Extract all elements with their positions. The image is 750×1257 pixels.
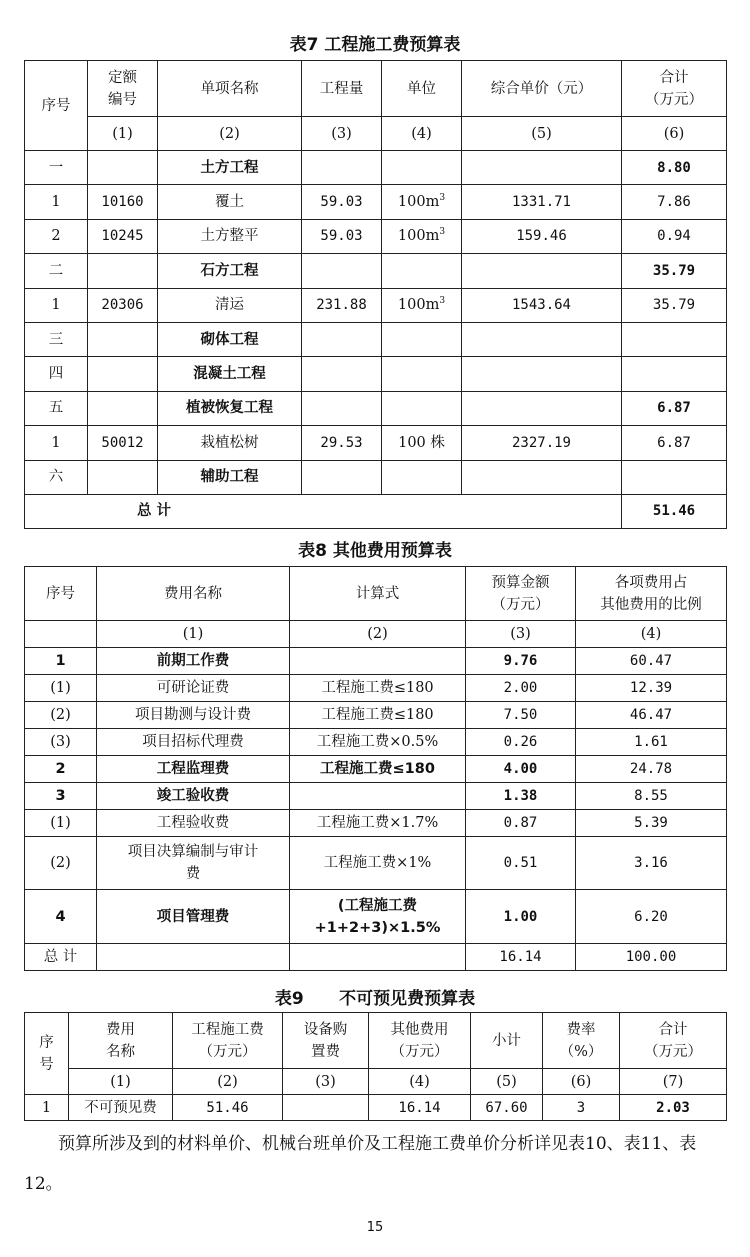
t9-other: 16.14 (369, 1095, 471, 1121)
t7-price (462, 391, 622, 425)
t8-formula-text: 工程施工费×0.5% (316, 734, 439, 750)
t9-header-equipment: 设备购 置费 (283, 1013, 369, 1069)
t7-unit (382, 391, 462, 425)
t7-name-text: 植被恢复工程 (186, 400, 273, 417)
t8-amount (466, 648, 576, 675)
t9-header-construction: 工程施工费 （万元） (173, 1013, 283, 1069)
t8-seq (25, 675, 97, 702)
t7-total-text: 0.94 (657, 228, 691, 245)
t8-amount (466, 890, 576, 944)
t8-colnum: (1) (97, 621, 290, 648)
table-row (25, 729, 727, 756)
t7-name (158, 322, 302, 356)
t7-name (158, 254, 302, 288)
t7-seq-text: 四 (48, 366, 64, 383)
t7-unit (382, 426, 462, 460)
t8-name-text: 工程监理费 (156, 761, 230, 777)
t7-total-value: 51.46 (622, 494, 727, 528)
t8-amount-text: 9.76 (503, 653, 538, 669)
t7-unit (382, 185, 462, 219)
t8-seq (25, 729, 97, 756)
t8-name (97, 783, 290, 810)
t8-seq-text: (3) (50, 734, 71, 750)
t7-code (88, 391, 158, 425)
table-row (25, 254, 727, 288)
t7-price (462, 460, 622, 494)
t8-header-ratio: 各项费用占 其他费用的比例 (576, 567, 727, 621)
t8-name (97, 729, 290, 756)
body-paragraph: 预算所涉及到的材料单价、机械台班单价及工程施工费单价分析详见表10、表11、表12。 (24, 1134, 697, 1194)
t7-seq-text: 五 (48, 400, 64, 417)
t7-total (622, 460, 727, 494)
table-row (25, 756, 727, 783)
t7-unit (382, 151, 462, 185)
t7-total (622, 185, 727, 219)
t8-amount-text: 2.00 (503, 680, 538, 696)
t7-name-text: 栽植松树 (200, 434, 259, 451)
t7-seq (25, 254, 88, 288)
t8-name-text: 前期工作费 (156, 653, 230, 669)
t8-amount (466, 702, 576, 729)
t7-qty (302, 151, 382, 185)
t7-seq-text: 二 (48, 262, 64, 279)
t8-name-text: 工程验收费 (156, 815, 230, 831)
t7-price-text: 1543.64 (511, 297, 571, 314)
t8-body (25, 648, 727, 944)
t7-unit-text: $100m^3$ (397, 227, 446, 245)
t7-name (158, 151, 302, 185)
t7-total (622, 288, 727, 322)
t8-name-text: 竣工验收费 (156, 788, 230, 804)
t7-qty (302, 426, 382, 460)
t8-header-seq: 序号 (25, 567, 97, 621)
t8-formula-text: 工程施工费×1.7% (316, 815, 439, 831)
t7-total-text: 35.79 (652, 262, 696, 279)
t8-formula-text: 工程施工费≤180 (321, 680, 434, 696)
t7-seq-text: 三 (48, 331, 64, 348)
t7-name-text: 砌体工程 (200, 331, 259, 348)
t9-colnum: (1) (69, 1069, 173, 1095)
t7-unit (382, 322, 462, 356)
t7-seq-text: 2 (51, 228, 61, 245)
t7-code (88, 357, 158, 391)
t9-data-row (25, 1095, 727, 1121)
t8-seq (25, 837, 97, 890)
t9-header-total: 合计 （万元） (620, 1013, 727, 1069)
t8-name-text: 项目管理费 (156, 908, 230, 925)
t7-price (462, 151, 622, 185)
t7-price (462, 185, 622, 219)
table-row (25, 675, 727, 702)
t8-amount-text: 0.87 (503, 815, 538, 831)
t7-code (88, 460, 158, 494)
table-row (25, 648, 727, 675)
t8-formula (290, 783, 466, 810)
t8-header-amount: 预算金额 （万元） (466, 567, 576, 621)
t7-code-text: 10160 (101, 194, 144, 211)
t7-qty-text: 59.03 (320, 194, 363, 211)
t8-ratio (576, 837, 727, 890)
t9-name: 不可预见费 (69, 1095, 173, 1121)
t7-name-text: 土方整平 (200, 228, 259, 245)
t7-code (88, 151, 158, 185)
t8-total-ratio: 100.00 (576, 944, 727, 971)
t8-seq (25, 810, 97, 837)
t7-seq-text: 六 (48, 469, 64, 486)
t8-seq-text: (2) (50, 707, 71, 723)
table-row (25, 288, 727, 322)
t7-qty (302, 322, 382, 356)
t7-code-text: 50012 (101, 434, 144, 451)
t7-qty-text: 29.53 (320, 434, 363, 451)
t7-total (622, 254, 727, 288)
t8-formula-text: 工程施工费≤180 (321, 707, 434, 723)
t7-name-text: 混凝土工程 (193, 366, 266, 383)
t7-unit (382, 460, 462, 494)
t8-formula-text: 工程施工费×1% (323, 855, 432, 871)
table8 (24, 566, 727, 971)
t8-total-label: 总 计 (25, 944, 97, 971)
t9-header-other: 其他费用 （万元） (369, 1013, 471, 1069)
t8-amount-text: 4.00 (503, 761, 538, 777)
t8-name-text: 可研论证费 (156, 680, 230, 696)
t7-price (462, 288, 622, 322)
t7-name-text: 石方工程 (200, 262, 259, 279)
table-row (25, 391, 727, 425)
t8-ratio (576, 756, 727, 783)
t8-formula-text: 工程施工费≤180 (320, 761, 435, 777)
t7-price-text: 159.46 (516, 228, 567, 245)
t7-qty (302, 288, 382, 322)
t7-header-unit: 单位 (382, 61, 462, 117)
t7-unit (382, 219, 462, 253)
table9-title: 表9 不可预见费预算表 (274, 989, 476, 1009)
t7-unit-text: 100 株 (398, 434, 445, 451)
t8-name (97, 675, 290, 702)
t7-colnum: (6) (622, 117, 727, 151)
t8-ratio (576, 702, 727, 729)
t7-unit (382, 254, 462, 288)
t7-name (158, 391, 302, 425)
t9-header-seq: 序 号 (25, 1013, 69, 1095)
t9-colnum: (2) (173, 1069, 283, 1095)
t8-seq-text: 4 (55, 908, 66, 925)
table-row (25, 151, 727, 185)
t7-qty (302, 254, 382, 288)
t8-formula (290, 702, 466, 729)
t7-total (622, 357, 727, 391)
t8-ratio (576, 729, 727, 756)
t7-seq (25, 185, 88, 219)
t8-ratio (576, 648, 727, 675)
t7-seq (25, 219, 88, 253)
t7-code (88, 185, 158, 219)
t8-ratio (576, 810, 727, 837)
t8-amount (466, 675, 576, 702)
t8-seq-text: (1) (50, 680, 71, 696)
t7-seq-text: 一 (48, 159, 64, 176)
t7-unit (382, 288, 462, 322)
t9-header-name: 费用 名称 (69, 1013, 173, 1069)
t8-name (97, 837, 290, 890)
t8-amount-text: 0.26 (503, 734, 538, 750)
t8-colnum: (2) (290, 621, 466, 648)
t8-ratio (576, 783, 727, 810)
t8-amount-text: 7.50 (503, 707, 538, 723)
t8-seq-text: 1 (55, 653, 66, 669)
t8-name (97, 756, 290, 783)
t8-total-blank (97, 944, 290, 971)
table-row (25, 357, 727, 391)
t7-seq-text: 1 (51, 434, 61, 451)
t7-colnum: (1) (88, 117, 158, 151)
t7-code-text: 10245 (101, 228, 144, 245)
t7-qty (302, 185, 382, 219)
t8-formula (290, 756, 466, 783)
t7-header-total: 合计 （万元） (622, 61, 727, 117)
t7-seq (25, 357, 88, 391)
t7-name-text: 覆土 (215, 194, 244, 211)
t8-amount-text: 1.38 (503, 788, 538, 804)
t7-seq-text: 1 (51, 194, 61, 211)
t8-ratio (576, 890, 727, 944)
t8-seq-text: 2 (55, 761, 66, 777)
t8-ratio-text: 6.20 (634, 908, 668, 925)
t8-amount (466, 810, 576, 837)
t8-seq-text: (2) (50, 855, 71, 871)
t8-seq-text: 3 (55, 788, 66, 804)
t7-body (25, 151, 727, 495)
table-row (25, 219, 727, 253)
t7-price (462, 426, 622, 460)
t8-seq-text: (1) (50, 815, 71, 831)
t9-colnum: (6) (543, 1069, 620, 1095)
table-row (25, 890, 727, 944)
table-row (25, 322, 727, 356)
t7-colnum: (5) (462, 117, 622, 151)
t8-header-formula: 计算式 (290, 567, 466, 621)
t7-name (158, 426, 302, 460)
t8-seq (25, 756, 97, 783)
t7-header-name: 单项名称 (158, 61, 302, 117)
t7-header-price: 综合单价（元） (462, 61, 622, 117)
t7-qty (302, 391, 382, 425)
t8-formula (290, 675, 466, 702)
t8-total-blank (290, 944, 466, 971)
t7-total (622, 219, 727, 253)
t7-name-text: 清运 (215, 297, 244, 314)
t9-seq: 1 (25, 1095, 69, 1121)
t7-seq (25, 426, 88, 460)
t7-seq (25, 288, 88, 322)
table-row (25, 426, 727, 460)
t7-total (622, 151, 727, 185)
t8-formula (290, 648, 466, 675)
t8-seq (25, 702, 97, 729)
t7-name (158, 460, 302, 494)
t7-qty (302, 460, 382, 494)
t7-seq (25, 322, 88, 356)
t8-ratio (576, 675, 727, 702)
t8-colnum: (3) (466, 621, 576, 648)
t9-colnum: (3) (283, 1069, 369, 1095)
t8-header-name: 费用名称 (97, 567, 290, 621)
t7-unit-superscript: 3 (439, 193, 446, 204)
t8-amount (466, 837, 576, 890)
t9-colnum: (5) (471, 1069, 543, 1095)
t8-ratio-text: 3.16 (634, 855, 668, 871)
t8-ratio-text: 12.39 (629, 680, 673, 696)
table-row (25, 837, 727, 890)
t7-total-text: 6.87 (657, 434, 691, 451)
t8-amount-text: 1.00 (503, 908, 538, 925)
t7-unit-superscript: 3 (439, 296, 446, 307)
t8-formula (290, 810, 466, 837)
t7-code (88, 219, 158, 253)
t7-total (622, 322, 727, 356)
t7-total-text: 7.86 (657, 194, 691, 211)
t8-amount (466, 756, 576, 783)
t7-seq (25, 460, 88, 494)
t8-ratio-text: 46.47 (629, 707, 673, 723)
table7 (24, 60, 727, 529)
t7-price (462, 357, 622, 391)
t7-code-text: 20306 (101, 297, 144, 314)
t7-header-code: 定额 编号 (88, 61, 158, 117)
t7-unit-text: $100m^3$ (397, 193, 446, 211)
t8-formula (290, 837, 466, 890)
t7-seq-text: 1 (51, 297, 61, 314)
t7-unit-superscript: 3 (439, 227, 446, 238)
t7-code (88, 322, 158, 356)
t8-amount-text: 0.51 (503, 855, 538, 871)
t8-name (97, 648, 290, 675)
t9-header-subtotal: 小计 (471, 1013, 543, 1069)
t7-qty-text: 59.03 (320, 228, 363, 245)
t8-colnum-blank (25, 621, 97, 648)
t7-qty (302, 357, 382, 391)
t7-total-text: 6.87 (657, 400, 691, 417)
t8-formula (290, 890, 466, 944)
t7-colnum: (2) (158, 117, 302, 151)
t8-name-text: 项目决算编制与审计 费 (127, 844, 259, 882)
table8-title: 表8 其他费用预算表 (298, 541, 452, 561)
t7-unit (382, 357, 462, 391)
t7-header-qty: 工程量 (302, 61, 382, 117)
t7-seq (25, 391, 88, 425)
t7-name (158, 357, 302, 391)
table-row (25, 783, 727, 810)
t7-name-text: 辅助工程 (200, 469, 259, 486)
t7-unit-text: $100m^3$ (397, 296, 446, 314)
t7-code (88, 288, 158, 322)
t8-colnum: (4) (576, 621, 727, 648)
t9-rate: 3 (543, 1095, 620, 1121)
table-row (25, 460, 727, 494)
t8-ratio-text: 60.47 (629, 653, 673, 669)
t7-total-label: 总 计 (25, 494, 622, 528)
t9-colnum: (7) (620, 1069, 727, 1095)
t8-formula-text: (工程施工费 +1+2+3)×1.5% (314, 897, 441, 936)
t8-name-text: 项目招标代理费 (142, 734, 244, 750)
t8-formula (290, 729, 466, 756)
table-row (25, 702, 727, 729)
t7-colnum: (3) (302, 117, 382, 151)
t8-seq (25, 890, 97, 944)
page-number: 15 (366, 1220, 384, 1235)
t9-construction: 51.46 (173, 1095, 283, 1121)
t7-name (158, 288, 302, 322)
t8-name (97, 702, 290, 729)
t7-price-text: 1331.71 (511, 194, 571, 211)
t8-ratio-text: 24.78 (629, 761, 673, 777)
t7-total (622, 426, 727, 460)
t8-seq (25, 648, 97, 675)
t7-name (158, 185, 302, 219)
table7-title: 表7 工程施工费预算表 (289, 35, 461, 55)
t8-name (97, 810, 290, 837)
t7-total (622, 391, 727, 425)
t8-ratio-text: 5.39 (634, 815, 668, 831)
t8-name-text: 项目勘测与设计费 (135, 707, 251, 723)
table-row (25, 810, 727, 837)
t7-seq (25, 151, 88, 185)
t8-ratio-text: 8.55 (634, 788, 668, 804)
t7-price (462, 219, 622, 253)
t8-total-amount: 16.14 (466, 944, 576, 971)
t7-header-seq: 序号 (25, 61, 88, 151)
t7-total-text: 35.79 (652, 297, 696, 314)
t8-amount (466, 783, 576, 810)
t9-subtotal: 67.60 (471, 1095, 543, 1121)
t8-seq (25, 783, 97, 810)
t7-total-text: 8.80 (657, 159, 691, 176)
t7-price (462, 322, 622, 356)
t7-name (158, 219, 302, 253)
t9-equipment (283, 1095, 369, 1121)
t9-header-rate: 费率 （%） (543, 1013, 620, 1069)
t7-qty (302, 219, 382, 253)
t7-name-text: 土方工程 (200, 159, 259, 176)
table9 (24, 1012, 727, 1121)
t7-price (462, 254, 622, 288)
t9-colnum: (4) (369, 1069, 471, 1095)
t7-colnum: (4) (382, 117, 462, 151)
t9-total: 2.03 (620, 1095, 727, 1121)
t8-amount (466, 729, 576, 756)
t7-price-text: 2327.19 (511, 434, 571, 451)
t7-qty-text: 231.88 (316, 297, 367, 314)
t8-name (97, 890, 290, 944)
table-row (25, 185, 727, 219)
t7-code (88, 426, 158, 460)
t7-code (88, 254, 158, 288)
t8-ratio-text: 1.61 (634, 734, 668, 750)
